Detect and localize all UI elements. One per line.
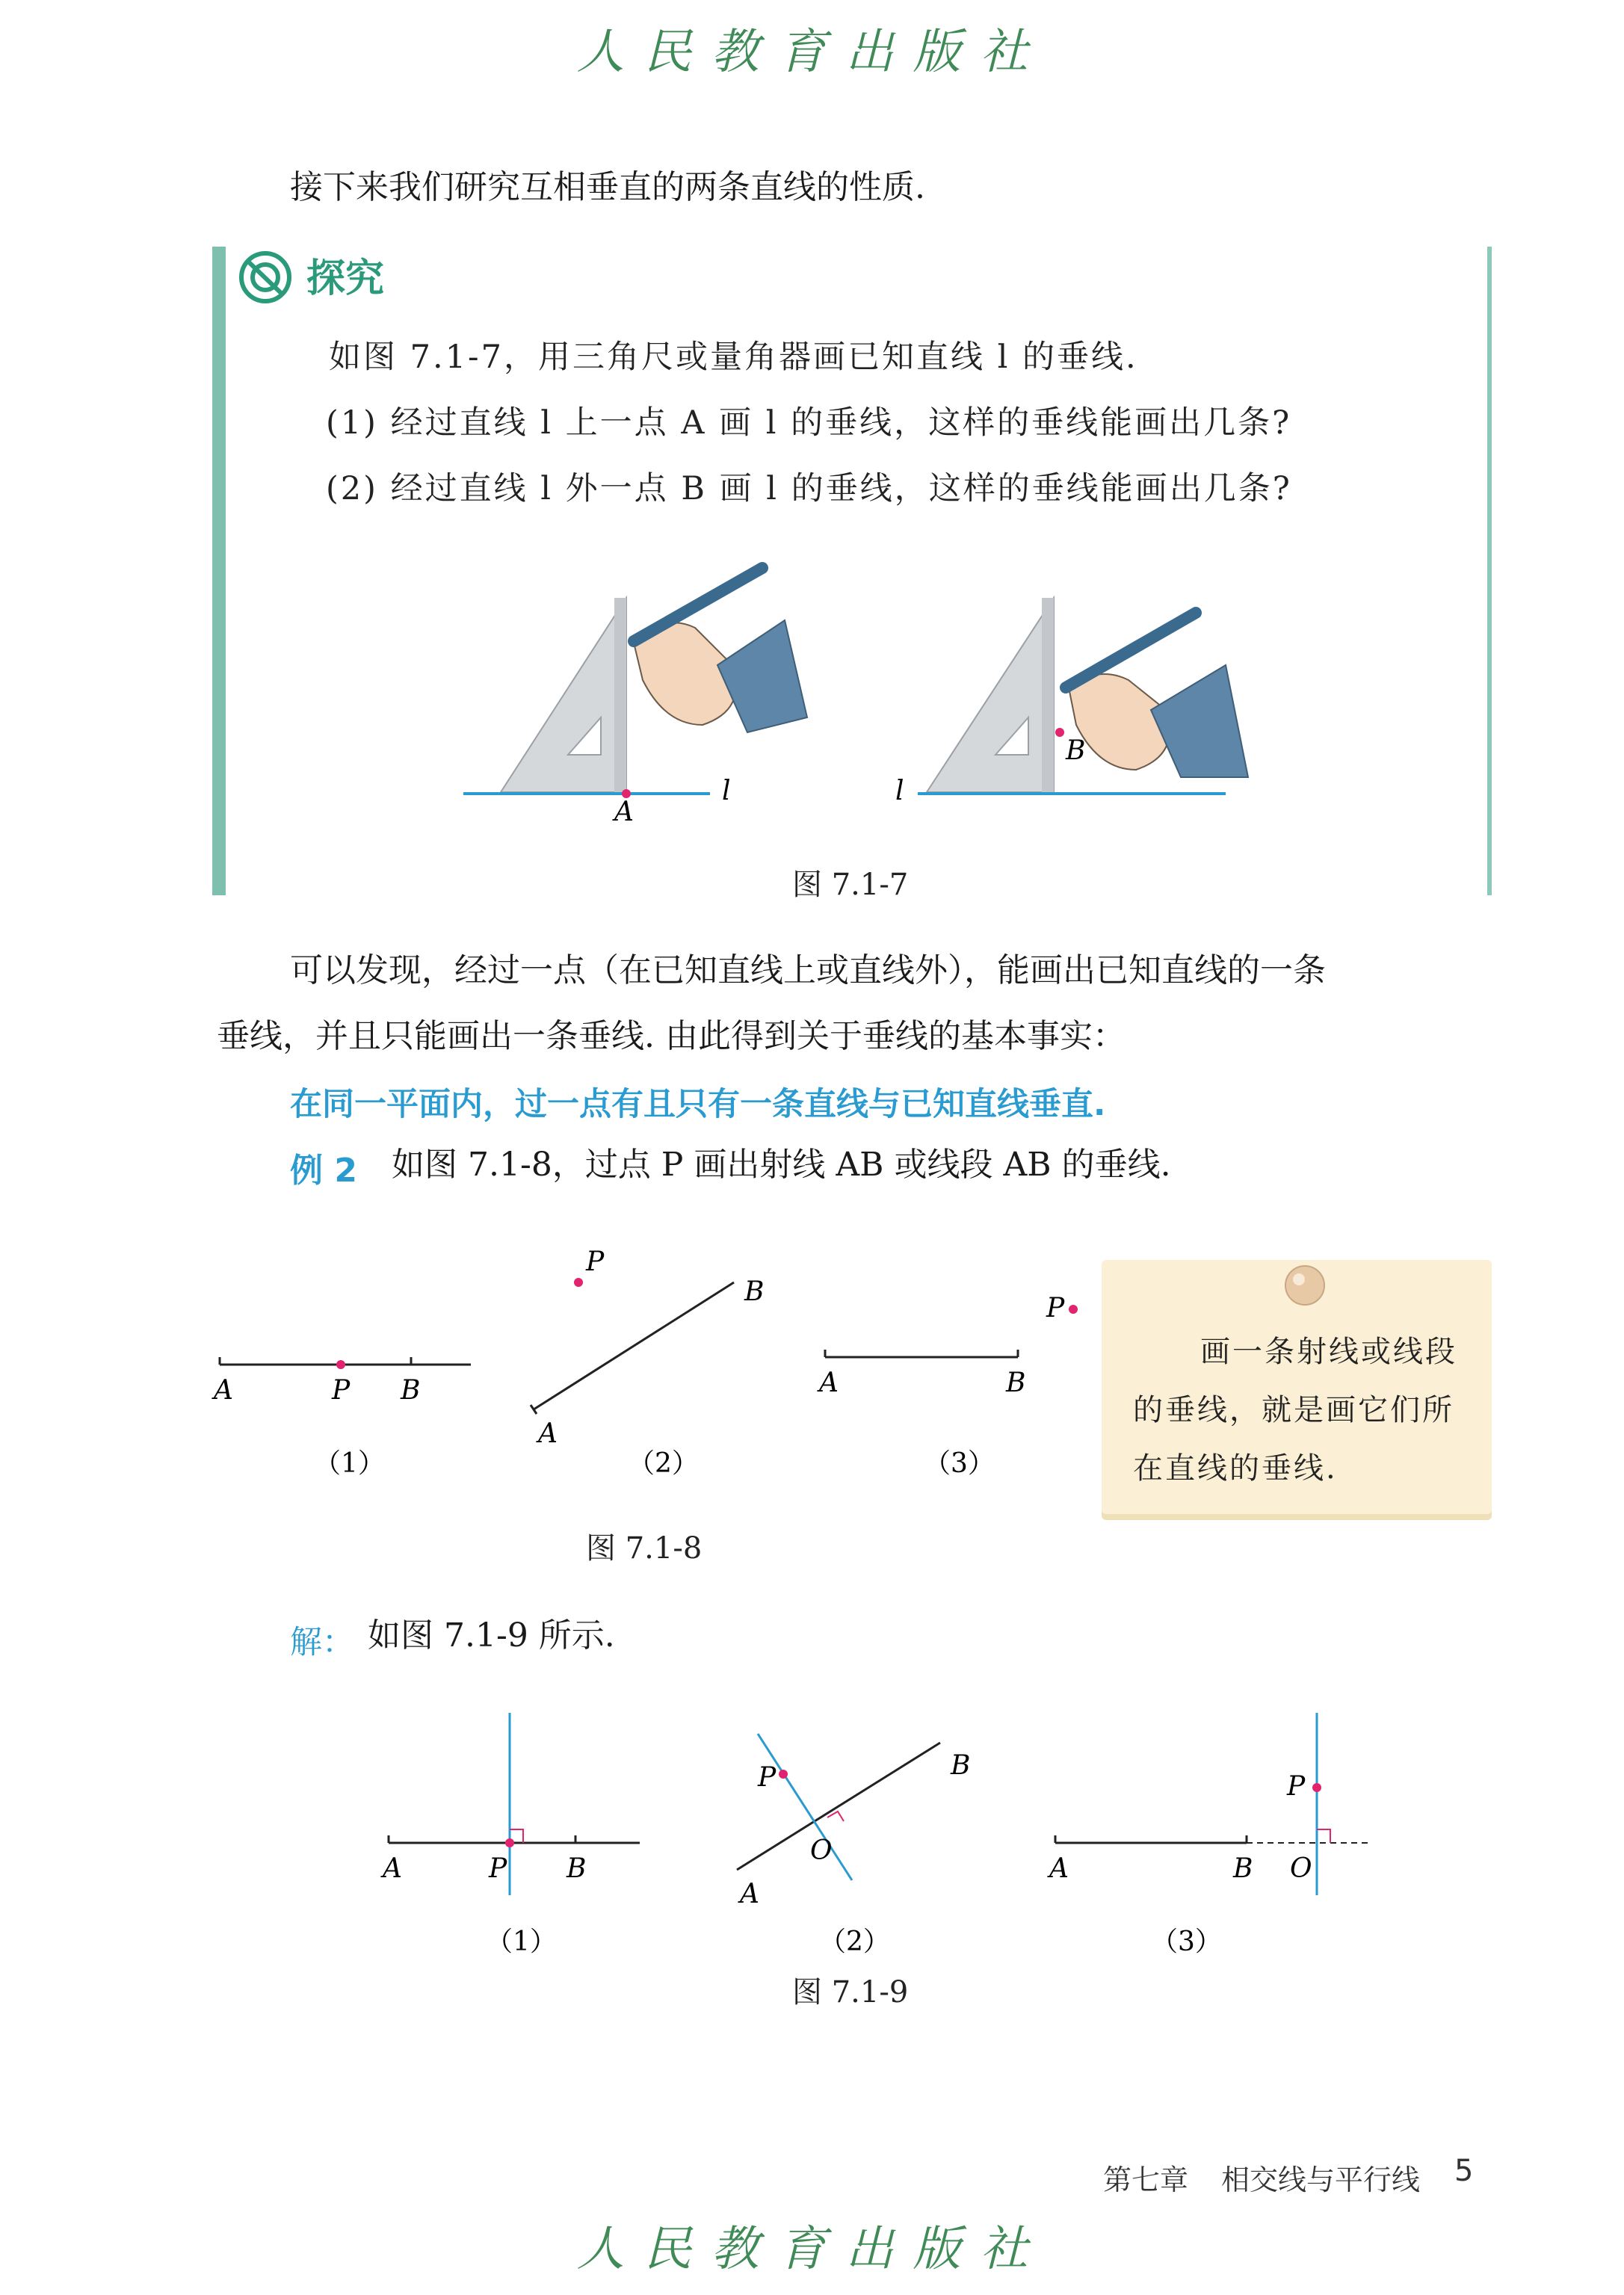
explore-title: 探究 (306, 256, 385, 301)
fig8-2-label-a: A (538, 1418, 558, 1449)
note-line-2: 的垂线，就是画它们所 (1133, 1393, 1454, 1427)
label-l-right: l (895, 776, 904, 806)
fig8-sub-2: （2） (628, 1448, 699, 1479)
discovery-line-1: 可以发现，经过一点（在已知直线上或直线外），能画出已知直线的一条 (290, 951, 1326, 989)
fig9-1-label-a: A (383, 1853, 402, 1884)
note-line-1: 画一条射线或线段 (1200, 1335, 1457, 1369)
fig9-2-label-b: B (951, 1750, 971, 1781)
fig8-3-label-p: P (1046, 1293, 1065, 1323)
page-number: 5 (1454, 2154, 1474, 2188)
explore-icon (238, 250, 293, 305)
figure-7-1-8 (209, 1226, 1091, 1480)
fig9-3-label-p: P (1287, 1771, 1306, 1802)
fig9-3-label-a: A (1049, 1853, 1069, 1884)
caption-7-1-7: 图 7.1-7 (792, 868, 909, 902)
caption-7-1-8: 图 7.1-8 (586, 1531, 703, 1566)
discovery-line-2: 垂线，并且只能画出一条垂线. 由此得到关于垂线的基本事实： (217, 1017, 1126, 1055)
figure-7-1-7 (448, 553, 1263, 837)
fig9-2-point-p (779, 1770, 788, 1779)
fig9-2-label-p: P (758, 1762, 777, 1793)
pin-icon (1282, 1263, 1327, 1308)
explore-instruction: 如图 7.1-7，用三角尺或量角器画已知直线 l 的垂线. (329, 339, 1138, 376)
note-line-3: 在直线的垂线. (1133, 1451, 1338, 1486)
fig9-1-label-b: B (566, 1853, 587, 1884)
fig9-1-point-p (505, 1838, 514, 1847)
solution-label: 解： (290, 1624, 354, 1661)
footer-chapter-title: 相交线与平行线 (1221, 2163, 1421, 2196)
fig9-2-label-o: O (810, 1835, 833, 1866)
fig8-2-label-p: P (586, 1247, 605, 1277)
intro-paragraph: 接下来我们研究互相垂直的两条直线的性质. (290, 168, 925, 206)
set-square-right (927, 598, 1054, 792)
explore-question-2: (2) 经过直线 l 外一点 B 画 l 的垂线，这样的垂线能画出几条? (326, 470, 1292, 507)
label-l-left: l (722, 776, 731, 806)
explore-box-left-bar (212, 247, 226, 895)
publisher-logo-top: 人民教育出版社 (576, 25, 1048, 80)
publisher-logo-bottom: 人民教育出版社 (576, 2222, 1048, 2277)
fig8-2-label-b: B (744, 1276, 765, 1307)
fig8-2-point-p (574, 1278, 583, 1287)
label-a: A (614, 797, 634, 827)
fig8-sub-1: （1） (314, 1448, 385, 1479)
basic-fact: 在同一平面内，过一点有且只有一条直线与已知直线垂直. (290, 1086, 1106, 1123)
fig8-1-label-a: A (214, 1375, 233, 1406)
point-b (1055, 728, 1064, 737)
fig8-3-label-a: A (819, 1368, 839, 1398)
fig9-3-label-b: B (1233, 1853, 1253, 1884)
fig9-3-label-o: O (1290, 1853, 1312, 1884)
fig9-1-label-p: P (489, 1853, 507, 1884)
footer-chapter: 第七章 (1103, 2163, 1189, 2196)
fig9-3-right-angle (1317, 1829, 1330, 1843)
fig8-sub-3: （3） (924, 1448, 995, 1479)
fig8-1-label-p: P (332, 1375, 351, 1406)
example-text: 如图 7.1-8，过点 P 画出射线 AB 或线段 AB 的垂线. (392, 1146, 1171, 1184)
explore-question-1: (1) 经过直线 l 上一点 A 画 l 的垂线，这样的垂线能画出几条? (326, 404, 1292, 442)
fig8-3-point-p (1069, 1305, 1078, 1314)
fig9-sub-1: （1） (486, 1927, 557, 1957)
fig9-sub-2: （2） (819, 1927, 890, 1957)
fig9-2-label-a: A (740, 1879, 759, 1909)
hand-pen-right-icon (1066, 613, 1248, 777)
hand-pen-left-icon (634, 568, 807, 732)
fig8-3-label-b: B (1006, 1368, 1026, 1398)
solution-text: 如图 7.1-9 所示. (368, 1616, 615, 1655)
set-square-left (501, 598, 626, 792)
explore-box-right-bar (1487, 247, 1492, 895)
fig8-1-point-p (336, 1360, 345, 1369)
fig8-2-ray (534, 1282, 734, 1409)
example-label: 例 2 (290, 1152, 357, 1190)
label-b: B (1066, 735, 1086, 766)
figure-7-1-9 (374, 1704, 1375, 1973)
fig9-sub-3: （3） (1151, 1927, 1222, 1957)
fig9-3-point-p (1312, 1783, 1321, 1792)
caption-7-1-9: 图 7.1-9 (792, 1975, 909, 2010)
fig8-1-label-b: B (401, 1375, 421, 1406)
